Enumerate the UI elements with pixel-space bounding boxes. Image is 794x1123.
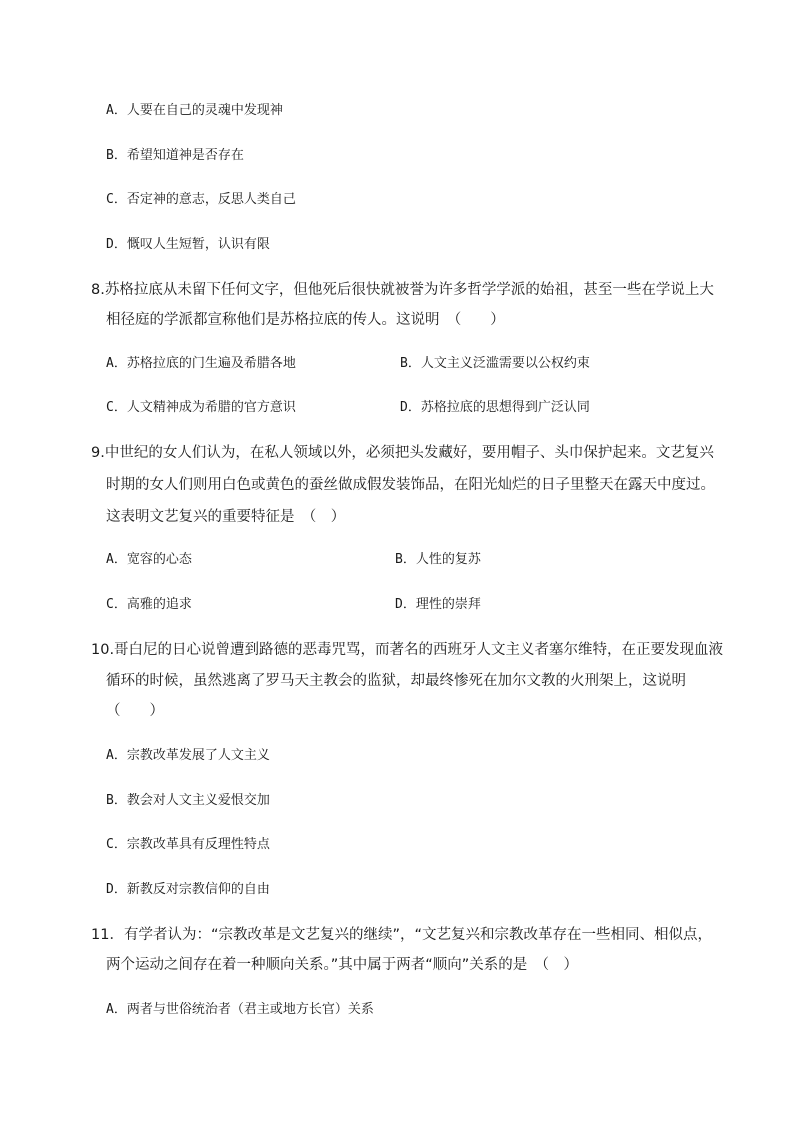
q9-stem-line-2: 时期的女人们则用白色或黄色的蚕丝做成假发装饰品，在阳光灿烂的日子里整天在露天中度过。 [106,477,715,493]
q8-option-b: B．人文主义泛滥需要以公权约束 [400,356,590,371]
q10-option-b: B．教会对人文主义爱恨交加 [106,793,270,808]
q9-option-b: B．人性的复苏 [395,552,481,567]
q7-option-b: B．希望知道神是否存在 [106,148,244,163]
q9-stem-line-3: 这表明文艺复兴的重要特征是 （ ） [106,509,346,525]
q10-option-a: A．宗教改革发展了人文主义 [106,748,270,763]
q8-stem-line-1: 8.苏格拉底从未留下任何文字，但他死后很快就被誉为许多哲学学派的始祖，甚至一些在学说上大 [91,282,714,298]
q10-stem-line-1: 10.哥白尼的日心说曾遭到路德的恶毒咒骂，而著名的西班牙人文主义者塞尔维特，在正要发现血液 [91,642,724,658]
q11-stem-line-1: 11．有学者认为：“宗教改革是文艺复兴的继续”，“文艺复兴和宗教改革存在一些相同、相似点， [91,927,712,943]
q9-option-d: D．理性的崇拜 [395,597,481,612]
q7-option-d: D．慨叹人生短暂，认识有限 [106,237,270,252]
q10-option-c: C．宗教改革具有反理性特点 [106,837,270,852]
q9-stem-line-1: 9.中世纪的女人们认为，在私人领域以外，必须把头发藏好，要用帽子、头巾保护起来。文艺复兴 [91,445,714,461]
q9-option-c: C．高雅的追求 [106,597,192,612]
q8-option-a: A．苏格拉底的门生遍及希腊各地 [106,356,296,371]
q8-option-d: D．苏格拉底的思想得到广泛认同 [400,400,590,415]
q8-option-c: C．人文精神成为希腊的官方意识 [106,400,296,415]
q7-option-a: A．人要在自己的灵魂中发现神 [106,103,283,118]
q10-option-d: D．新教反对宗教信仰的自由 [106,882,270,897]
q11-stem-line-2: 两个运动之间存在着一种顺向关系。”其中属于两者“顺向”关系的是 （ ） [106,957,579,973]
q11-option-a: A．两者与世俗统治者（君主或地方长官）关系 [106,1002,374,1017]
q8-stem-line-2: 相径庭的学派都宣称他们是苏格拉底的传人。这说明 （ ） [106,312,505,328]
q10-stem-line-3: （ ） [106,703,164,719]
q7-option-c: C．否定神的意志，反思人类自己 [106,192,296,207]
q10-stem-line-2: 循环的时候，虽然逃离了罗马天主教会的监狱，却最终惨死在加尔文教的火刑架上，这说明 [106,673,686,689]
q9-option-a: A．宽容的心态 [106,552,192,567]
